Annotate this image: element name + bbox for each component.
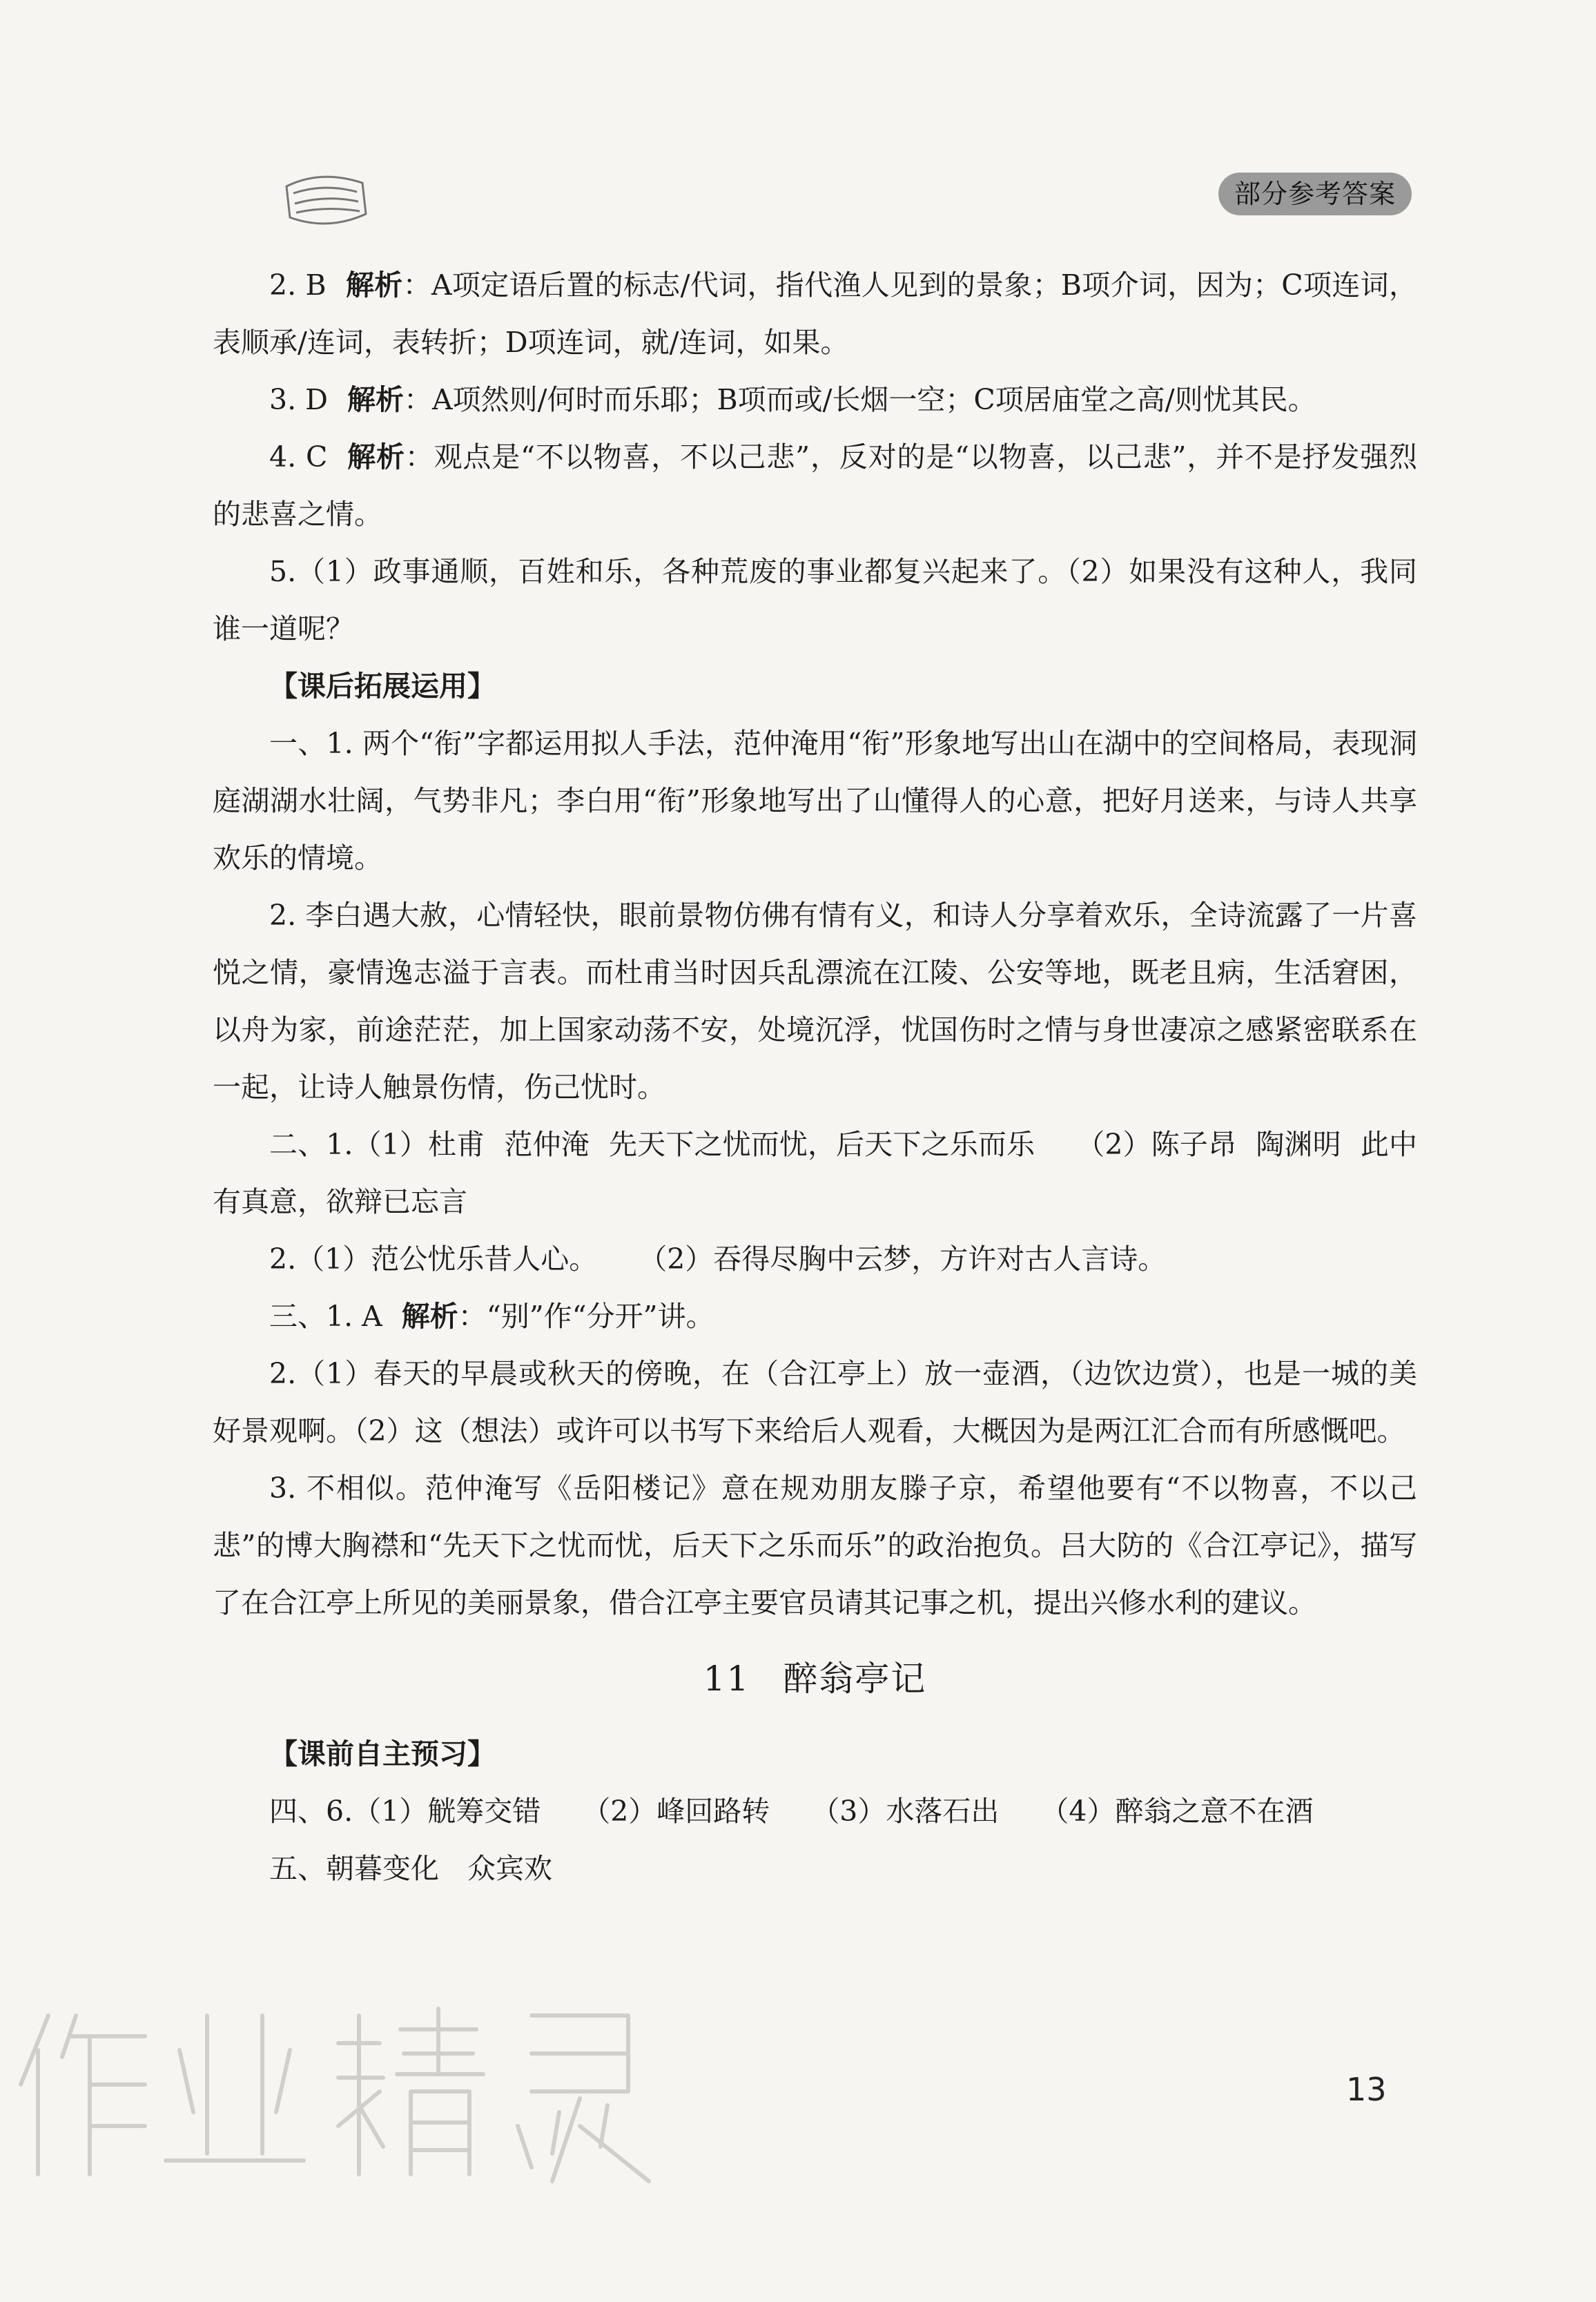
answer-text: 此中有真意，欲辩已忘言 bbox=[213, 1128, 1418, 1218]
answer-item: 五、朝暮变化 众宾欢 bbox=[269, 1852, 552, 1885]
answer-item: 2.（1）春天的早晨或秋天的傍晚，在（合江亭上）放一壶酒，（边饮边赏），也是一城的美好景观啊。（2）这（想法）或许可以书写下来给后人观看，大概因为是两江汇合而有所感慨吧。 bbox=[213, 1357, 1417, 1447]
answer-item: 3. 不相似。范仲淹写《岳阳楼记》意在规劝朋友滕子京，希望他要有“不以物喜，不以己悲”的博大胸襟和“先天下之忧而忧，后天下之乐而乐”的政治抱负。吕大防的《合江亭记》，描写了在合江亭上所见的美丽景象，借合江亭主要官员请其记事之机，提出兴修水利的建议。 bbox=[213, 1472, 1417, 1619]
answer-item: 一、1. 两个“衔”字都运用拟人手法，范仲淹用“衔”形象地写出山在湖中的空间格局，表现洞庭湖湖水壮阔，气势非凡；李白用“衔”形象地写出了山懂得人的心意，把好月送来，与诗人共享欢乐的情境。 bbox=[213, 727, 1417, 875]
analysis-label: 解析 bbox=[347, 440, 405, 474]
answer-lead: 四、6. bbox=[269, 1795, 353, 1828]
answer-item bbox=[213, 371, 1417, 429]
answer-text: 2.（1）范公忧乐昔人心。 bbox=[269, 1242, 598, 1276]
section-header-tag: 部分参考答案 bbox=[1218, 173, 1412, 215]
answer-text: （4）醉翁之意不在酒 bbox=[1040, 1795, 1314, 1828]
answer-item bbox=[213, 1288, 1417, 1345]
answer-lead: 三、1. A bbox=[269, 1300, 382, 1333]
answer-item bbox=[213, 257, 1417, 371]
answer-text: ：观点是“不以物喜，不以己悲”，反对的是“以物喜，以己悲”，并不是抒发强烈的悲喜之情。 bbox=[213, 440, 1417, 531]
section-title-before-class: 【课前自主预习】 bbox=[269, 1737, 496, 1771]
answer-item bbox=[213, 1231, 1417, 1288]
answer-lead: 3. D bbox=[269, 383, 329, 416]
lesson-title bbox=[213, 1644, 1417, 1713]
lesson-number: 11 bbox=[703, 1659, 750, 1699]
answer-content bbox=[213, 257, 1417, 1898]
watermark-logo bbox=[7, 1988, 670, 2188]
answer-lead: 4. C bbox=[269, 440, 328, 474]
answer-item bbox=[213, 429, 1417, 543]
analysis-label: 解析 bbox=[347, 383, 405, 416]
analysis-label: 解析 bbox=[345, 269, 403, 302]
answer-text: ：A项定语后置的标志/代词，指代渔人见到的景象；B项介词，因为；C项连词，表顺承/连词，表转折；D项连词，就/连词，如果。 bbox=[213, 269, 1418, 359]
lesson-name: 醉翁亭记 bbox=[783, 1659, 927, 1699]
answer-text: （2）峰回路转 bbox=[582, 1795, 770, 1828]
answer-item bbox=[213, 1783, 1417, 1840]
analysis-label: 解析 bbox=[401, 1300, 458, 1333]
page-number: 13 bbox=[1346, 2071, 1387, 2108]
answer-text: （3）水落石出 bbox=[811, 1795, 1000, 1828]
section-title-after-class: 【课后拓展运用】 bbox=[269, 670, 496, 703]
answer-item bbox=[213, 543, 1417, 658]
answer-text: 范仲淹 bbox=[504, 1128, 590, 1161]
answer-text: 陶渊明 bbox=[1256, 1128, 1341, 1161]
answer-item bbox=[213, 1116, 1417, 1231]
publisher-stamp-icon bbox=[273, 166, 376, 235]
answer-item: 2. 李白遇大赦，心情轻快，眼前景物仿佛有情有义，和诗人分享着欢乐，全诗流露了一片喜悦之情，豪情逸志溢于言表。而杜甫当时因兵乱漂流在江陵、公安等地，既老且病，生活窘困，以舟为家，前途茫茫，加上国家动荡不安，处境沉浮，忧国伤时之情与身世凄凉之感紧密联系在一起，让诗人触景伤情，伤己忧时。 bbox=[213, 899, 1417, 1104]
answer-text: ：“别”作“分开”讲。 bbox=[458, 1300, 714, 1333]
answer-lead: 2. B bbox=[269, 269, 327, 302]
answer-text: （2）吞得尽胸中云梦，方许对古人言诗。 bbox=[639, 1242, 1167, 1276]
answer-lead: 5. bbox=[269, 555, 297, 588]
answer-text: 先天下之忧而忧，后天下之乐而乐 bbox=[608, 1128, 1035, 1161]
answer-text: （2）陈子昂 bbox=[1076, 1128, 1237, 1161]
answer-text: 二、1.（1）杜甫 bbox=[269, 1128, 485, 1161]
answer-text: （1）觥筹交错 bbox=[353, 1795, 541, 1828]
answer-text: ：A项然则/何时而乐耶；B项而或/长烟一空；C项居庙堂之高/则忧其民。 bbox=[404, 383, 1316, 416]
answer-text: （1）政事通顺，百姓和乐，各种荒废的事业都复兴起来了。（2）如果没有这种人，我同谁一道呢？ bbox=[213, 555, 1417, 645]
